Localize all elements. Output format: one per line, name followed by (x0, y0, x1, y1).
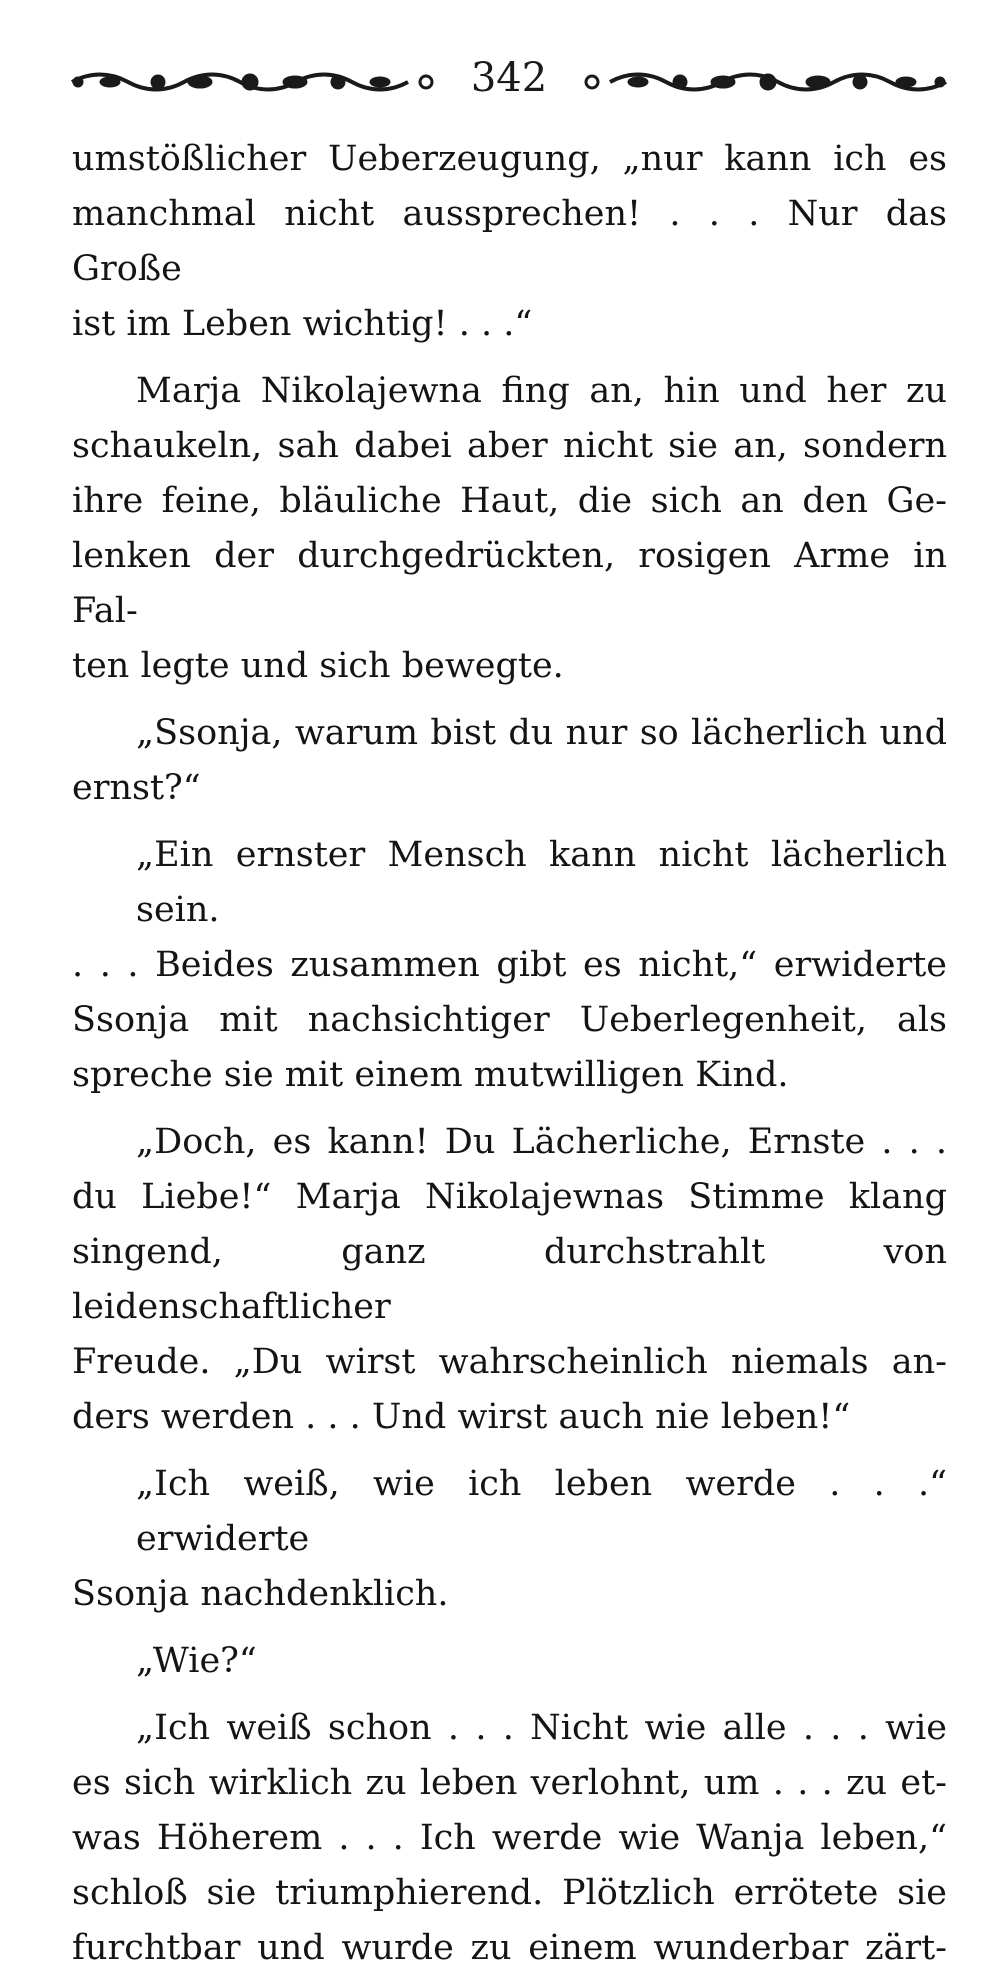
text-line: was Höherem . . . Ich werde wie Wanja leben,“ (72, 1818, 947, 1858)
paragraph (72, 132, 947, 352)
text-line: lenken der durchgedrückten, rosigen Arme in Fal- (72, 536, 947, 631)
text-line: ders werden . . . Und wirst auch nie leben!“ (72, 1397, 851, 1437)
paragraph (72, 1115, 947, 1445)
page-header (70, 48, 948, 108)
paragraph (72, 828, 947, 1103)
text-line: ihre feine, bläuliche Haut, die sich an den Ge- (72, 481, 947, 521)
text-line: es sich wirklich zu leben verlohnt, um . . . zu et- (72, 1763, 947, 1803)
paragraph (72, 706, 947, 816)
text-line: . . . Beides zusammen gibt es nicht,“ erwiderte (72, 945, 947, 985)
ornament-right-icon (580, 70, 948, 94)
ornament-left-icon (70, 70, 438, 94)
text-line: „Ich weiß schon . . . Nicht wie alle . . . wie (136, 1708, 947, 1748)
text-line: manchmal nicht aussprechen! . . . Nur das Große (72, 194, 947, 289)
text-line: „Ein ernster Mensch kann nicht lächerlich sein. (136, 835, 947, 930)
text-line: Freude. „Du wirst wahrscheinlich niemals an- (72, 1342, 947, 1382)
text-line: „Ssonja, warum bist du nur so lächerlich und (136, 713, 947, 753)
text-line: „Ich weiß, wie ich leben werde . . .“ erwiderte (136, 1464, 947, 1559)
text-line: ten legte und sich bewegte. (72, 646, 564, 686)
text-line: du Liebe!“ Marja Nikolajewnas Stimme klang (72, 1177, 947, 1217)
text-line: ernst?“ (72, 768, 201, 808)
text-line: „Wie?“ (136, 1641, 257, 1681)
paragraph (72, 1457, 947, 1622)
text-line: Marja Nikolajewna fing an, hin und her zu (136, 371, 947, 411)
text-line: Ssonja mit nachsichtiger Ueberlegenheit, als (72, 1000, 947, 1040)
text-line: „Doch, es kann! Du Lächerliche, Ernste . . . (136, 1122, 947, 1162)
text-line: schaukeln, sah dabei aber nicht sie an, sondern (72, 426, 947, 466)
text-line: ist im Leben wichtig! . . .“ (72, 304, 533, 344)
paragraph (72, 1701, 947, 1976)
text-line: spreche sie mit einem mutwilligen Kind. (72, 1055, 789, 1095)
paragraph (72, 364, 947, 694)
text-line: schloß sie triumphierend. Plötzlich errötete sie (72, 1873, 947, 1913)
text-line: Ssonja nachdenklich. (72, 1574, 449, 1614)
text-line: singend, ganz durchstrahlt von leidenschaftlicher (72, 1232, 947, 1327)
text-line: furchtbar und wurde zu einem wunderbar zärt- (72, 1928, 947, 1968)
body-text (72, 132, 947, 1988)
text-line: umstößlicher Ueberzeugung, „nur kann ich es (72, 139, 947, 179)
page-number: 342 (470, 55, 548, 101)
paragraph (72, 1634, 947, 1689)
